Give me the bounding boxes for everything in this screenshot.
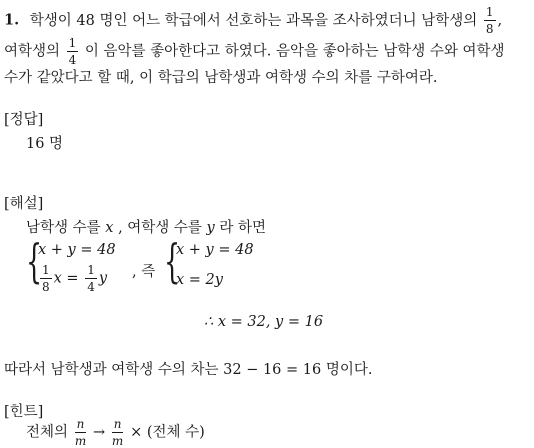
- problem-line-1: 1. 학생이 48 명인 어느 학급에서 선호하는 과목을 조사하였더니 남학생의 $\frac{1}{8}$ ,: [4, 5, 503, 36]
- solution-conclusion: 따라서 남학생과 여학생 수의 차는 32 − 16 = 16 명이다.: [4, 362, 373, 378]
- system-2-equation-1: x + y = 48: [176, 242, 254, 258]
- hint-text: 전체의 $\frac{n}{m}$ → $\frac{n}{m}$ × (전체 수): [26, 417, 205, 448]
- hint-label: [힌트]: [4, 404, 44, 420]
- fraction-one-quarter-eq: $\frac{1}{4}$: [87, 263, 95, 294]
- solution-label: [해설]: [4, 196, 44, 212]
- fraction-n-over-m-2: $\frac{n}{m}$: [111, 417, 124, 448]
- system-2-equation-2: x = 2y: [176, 272, 223, 288]
- system-1-brace: {: [26, 234, 43, 288]
- system-1-equation-1: x + y = 48: [38, 242, 116, 258]
- answer-value: 16 명: [26, 136, 64, 152]
- fraction-one-eighth: $\frac{1}{8}$: [485, 5, 494, 36]
- problem-line-2: [4, 37, 505, 66]
- system-2-brace: {: [164, 234, 181, 288]
- therefore-result: ∴ x = 32, y = 16: [204, 314, 324, 330]
- arrow-icon: →: [92, 424, 106, 441]
- problem-number: 1.: [4, 11, 20, 29]
- variable-y: y: [206, 220, 215, 236]
- solution-intro: 남학생 수를 x , 여학생 수를 y 라 하면: [26, 220, 266, 236]
- problem-text-line-2a: 여학생의: [4, 43, 61, 60]
- problem-line-3: 수가 같았다고 할 때, 이 학급의 남학생과 여학생 수의 차를 구하여라.: [4, 70, 438, 86]
- problem-text-line-1: 학생이 48 명인 어느 학급에서 선호하는 과목을 조사하였더니 남학생의: [29, 12, 478, 29]
- problem-text-line-2b: 이 음악를 좋아한다고 하였다. 음악을 좋아하는 남학생 수와 여학생: [84, 43, 505, 60]
- answer-label: [정답]: [4, 112, 44, 128]
- variable-x: x: [105, 220, 114, 236]
- fraction-n-over-m: $\frac{n}{m}$: [74, 417, 87, 448]
- fraction-one-quarter: $\frac{1}{4}$: [68, 36, 77, 67]
- fraction-one-eighth-eq: $\frac{1}{8}$: [42, 263, 50, 294]
- system-separator: , 즉: [132, 264, 156, 280]
- system-1-equation-2: $\frac{1}{8}$ x = $\frac{1}{4}$ y: [42, 263, 108, 294]
